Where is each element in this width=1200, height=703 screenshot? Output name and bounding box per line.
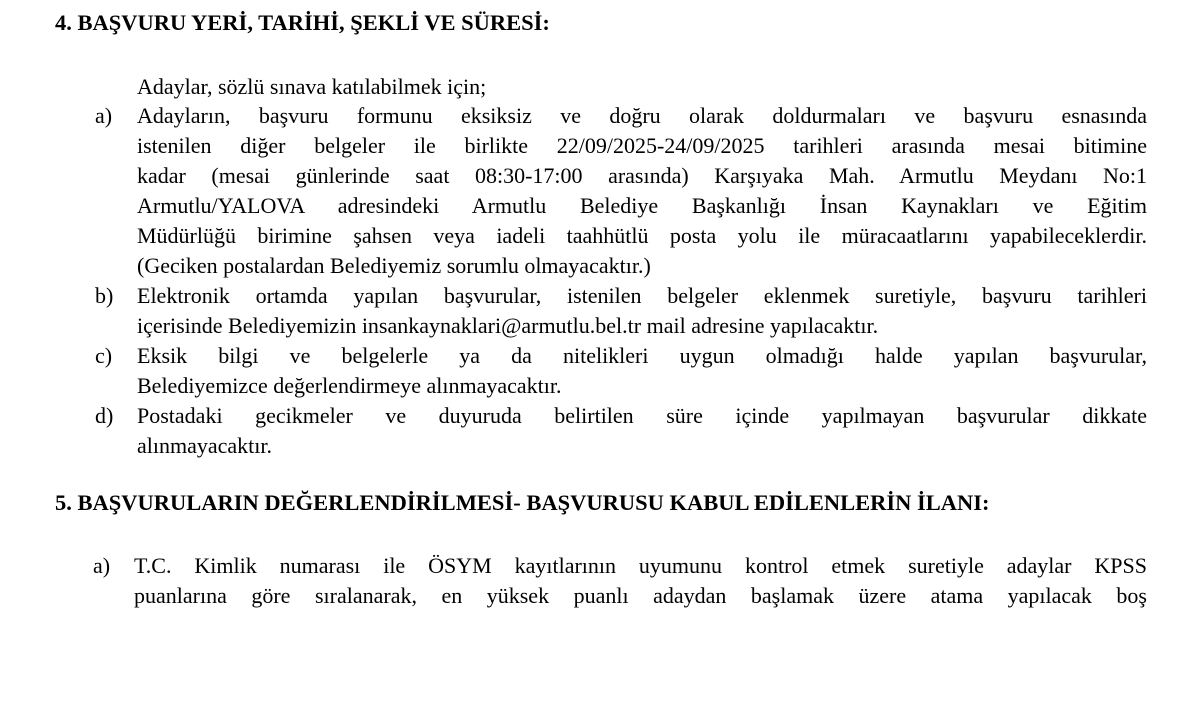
item-body bbox=[137, 341, 1147, 401]
item-body bbox=[137, 101, 1147, 281]
section-4-heading: 4. BAŞVURU YERİ, TARİHİ, ŞEKLİ VE SÜRESİ: bbox=[55, 10, 550, 35]
item-line: Postadaki gecikmeler ve duyuruda belirtilen süre içinde yapılmayan başvurular dikkate bbox=[137, 403, 1147, 428]
item-line: Adayların, başvuru formunu eksiksiz ve doğru olarak doldurmaları ve başvuru esnasında bbox=[137, 103, 1147, 128]
item-body bbox=[137, 401, 1147, 461]
item-body bbox=[137, 281, 1147, 341]
item-letter: c) bbox=[95, 343, 113, 368]
list-item-4b bbox=[95, 281, 1147, 341]
item-line: Müdürlüğü birimine şahsen veya iadeli taahhütlü posta yolu ile müracaatlarını yapabileceklerdir. bbox=[137, 223, 1147, 248]
list-item-4a bbox=[95, 101, 1147, 281]
item-line: puanlarına göre sıralanarak, en yüksek puanlı adaydan başlamak üzere atama yapılacak boş bbox=[134, 583, 1147, 608]
item-line: Elektronik ortamda yapılan başvurular, istenilen belgeler eklenmek suretiyle, başvuru tarihleri bbox=[137, 283, 1147, 308]
item-letter: a) bbox=[93, 553, 111, 578]
item-line: kadar (mesai günlerinde saat 08:30-17:00 arasında) Karşıyaka Mah. Armutlu Meydanı No:1 bbox=[137, 163, 1147, 188]
item-letter: d) bbox=[95, 403, 114, 428]
item-line: Armutlu/YALOVA adresindeki Armutlu Belediye Başkanlığı İnsan Kaynakları ve Eğitim bbox=[137, 193, 1147, 218]
item-body bbox=[134, 551, 1147, 611]
item-line: Eksik bilgi ve belgelerle ya da nitelikleri uygun olmadığı halde yapılan başvurular, bbox=[137, 343, 1147, 368]
section-4-intro: Adaylar, sözlü sınava katılabilmek için; bbox=[137, 74, 487, 99]
item-line: T.C. Kimlik numarası ile ÖSYM kayıtlarının uyumunu kontrol etmek suretiyle adaylar KPSS bbox=[134, 553, 1147, 578]
item-line: alınmayacaktır. bbox=[137, 433, 272, 458]
list-item-4d bbox=[95, 401, 1147, 461]
item-letter: b) bbox=[95, 283, 114, 308]
list-item-5a bbox=[93, 551, 1147, 611]
item-line: istenilen diğer belgeler ile birlikte 22/09/2025-24/09/2025 tarihleri arasında mesai bitimine bbox=[137, 133, 1147, 158]
item-line: içerisinde Belediyemizin insankaynaklari@armutlu.bel.tr mail adresine yapılacaktır. bbox=[137, 313, 879, 338]
item-line: (Geciken postalardan Belediyemiz sorumlu olmayacaktır.) bbox=[137, 253, 651, 278]
section-5-heading: 5. BAŞVURULARIN DEĞERLENDİRİLMESİ- BAŞVURUSU KABUL EDİLENLERİN İLANI: bbox=[55, 490, 990, 515]
list-item-4c bbox=[95, 341, 1147, 401]
item-line: Belediyemizce değerlendirmeye alınmayacaktır. bbox=[137, 373, 562, 398]
item-letter: a) bbox=[95, 103, 113, 128]
